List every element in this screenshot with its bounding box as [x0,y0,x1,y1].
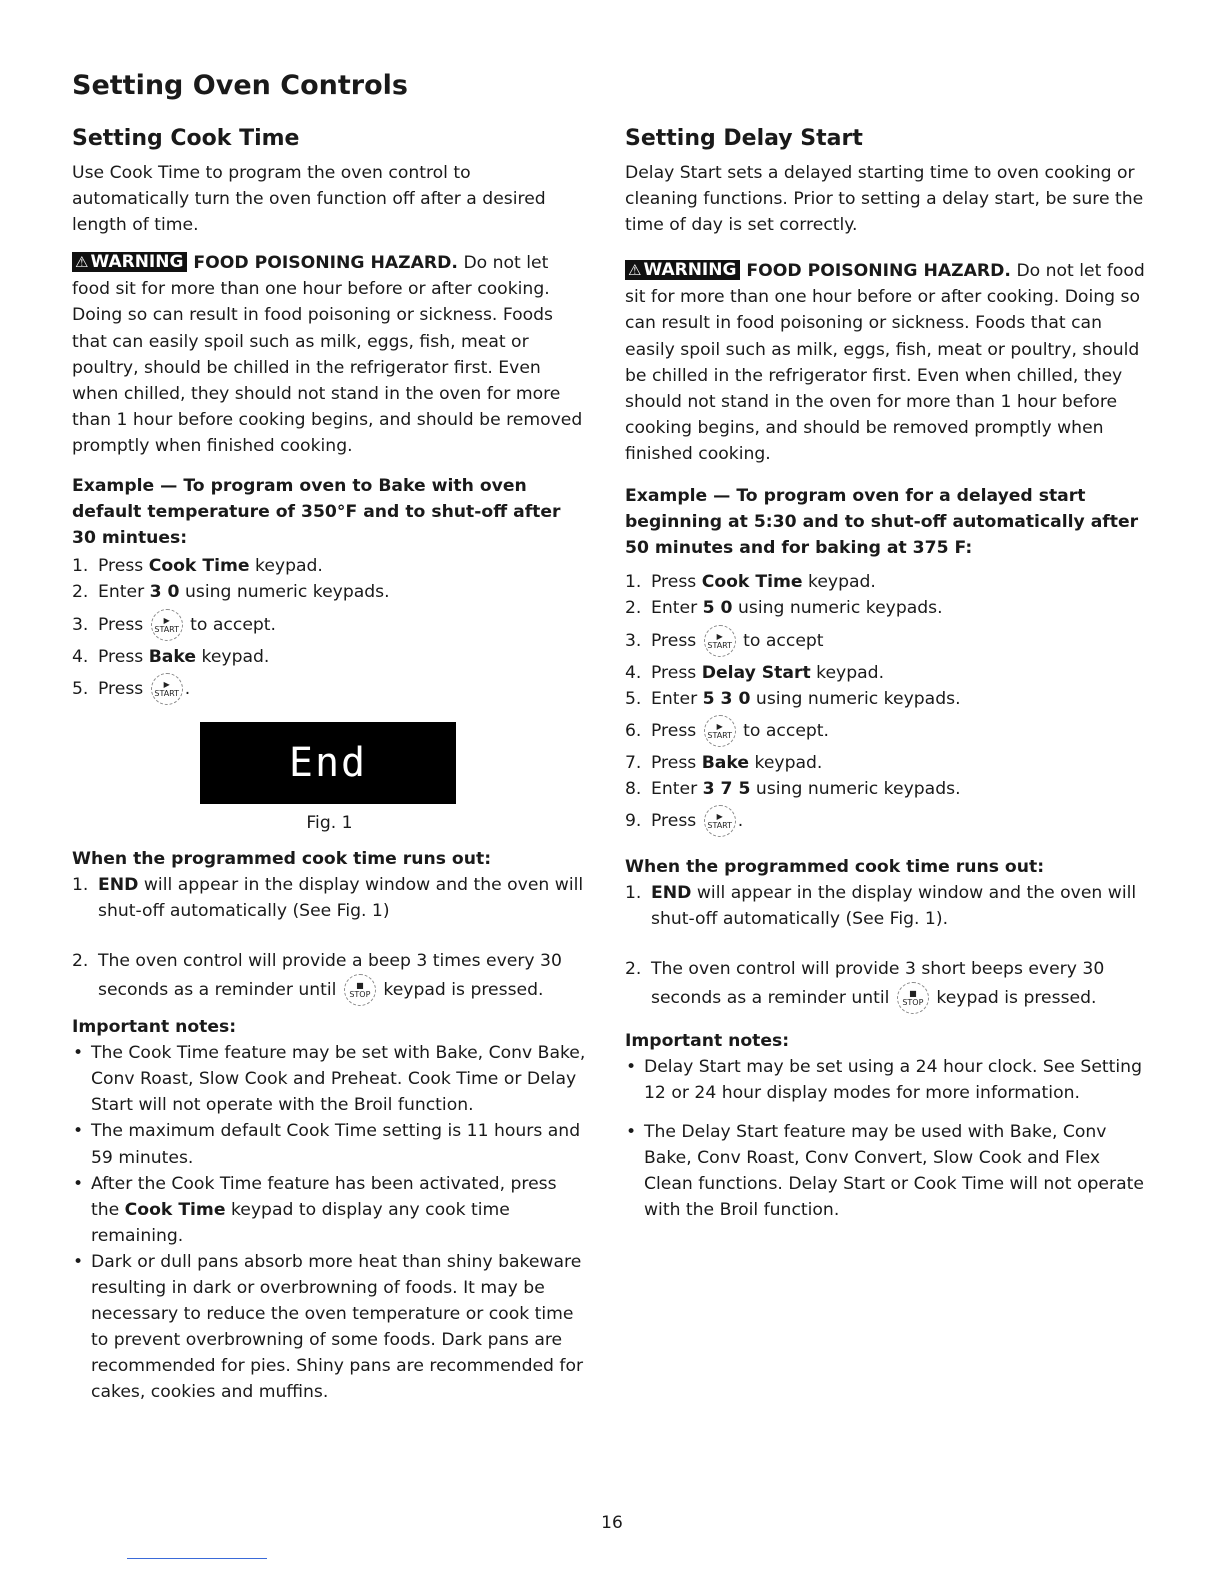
step-item: 4. Press Bake keypad. [72,646,270,667]
step-item: 9. Press ▶ START . [625,802,1145,840]
display-readout: End [288,739,368,786]
footer-link-underline [127,1558,267,1559]
list-item: • The Cook Time feature may be set with Bake, Conv Bake, Conv Roast, Slow Cook and Preheat. Cook Time or Delay Start will not operate with the Broil function. [73,1043,586,1116]
warning-text: Do not let food sit for more than one hour before or after cooking. Doing so can result in food poisoning or sickness. Foods that can easily spoil such as milk, eggs, fish, meat or poultry, should be chilled in the refrigerator first. Even when chilled, they should not stand in the oven for more than 1 hour before cooking begins, and should be removed promptly when finished cooking. [625,261,1145,464]
start-key-icon: ▶ START [704,715,736,747]
delay-start-section [625,124,1145,1223]
runs-out-list [72,872,587,1006]
list-item: • The maximum default Cook Time setting is 11 hours and 59 minutes. [73,1121,581,1168]
step-item: 8. Enter 3 7 5 using numeric keypads. [625,778,961,799]
list-item: 1. END will appear in the display window and the oven will shut-off automatically (See Fig. 1). [625,882,1137,930]
warning-triangle-icon: ⚠ [75,253,89,272]
step-item: 3. Press ▶ START to accept. [72,606,587,644]
list-item: • Dark or dull pans absorb more heat than shiny bakeware resulting in dark or overbrowning of foods. It may be necessary to reduce the oven temperature or cook time to prevent overbrowning of some foods. Dark pans are recommended for pies. Shiny pans are recommended for cakes, cookies and muffins. [73,1251,584,1403]
list-item: 2. The oven control will provide a beep 3 times every 30 seconds as a reminder until ■ STOP keypad is pressed. [72,948,587,1006]
warning-block [625,258,1145,467]
list-item: • The Delay Start feature may be used with Bake, Conv Bake, Conv Roast, Conv Convert, Slow Cook and Flex Clean functions. Delay Start or Cook Time will not operate with the Broil function. [626,1121,1144,1220]
notes-list [72,1040,587,1405]
warning-badge: ⚠ WARNING [72,252,187,272]
step-item: 6. Press ▶ START to accept. [625,712,1145,750]
cook-time-intro: Use Cook Time to program the oven control to automatically turn the oven function off after a desired length of time. [72,163,546,236]
warning-text: Do not let food sit for more than one hour before or after cooking. Doing so can result in food poisoning or sickness. Foods that can easily spoil such as milk, eggs, fish, meat or poultry, should be chilled in the refrigerator first. Even when chilled, they should not stand in the oven for more than 1 hour before cooking begins, and should be removed promptly when finished cooking. [72,253,583,456]
cook-time-heading: Setting Cook Time [72,126,300,151]
start-key-icon: ▶ START [704,805,736,837]
notes-heading: Important notes: [72,1017,237,1038]
step-item: 2. Enter 5 0 using numeric keypads. [625,598,943,619]
oven-display-figure [200,722,456,804]
figure-caption: Fig. 1 [306,812,353,833]
page-number: 16 [601,1513,623,1533]
start-key-icon: ▶ START [704,625,736,657]
page-title: Setting Oven Controls [72,70,408,101]
start-key-icon: ▶ START [151,609,183,641]
runs-out-list [625,880,1145,1014]
list-item: • After the Cook Time feature has been activated, press the Cook Time keypad to display any cook time remaining. [73,1173,557,1246]
step-item: 4. Press Delay Start keypad. [625,662,885,683]
list-item: 1. END will appear in the display window and the oven will shut-off automatically (See Fig. 1) [72,874,584,921]
delay-start-heading: Setting Delay Start [625,126,863,151]
example-heading: Example — To program oven for a delayed start beginning at 5:30 and to shut-off automatically after 50 minutes and for baking at 375 F: [625,486,1139,559]
notes-list [625,1054,1145,1223]
step-item: 1. Press Cook Time keypad. [72,556,323,577]
notes-heading: Important notes: [625,1031,790,1052]
runs-out-heading: When the programmed cook time runs out: [72,848,492,869]
start-key-icon: ▶ START [151,673,183,705]
cook-time-section [72,124,587,1405]
warning-triangle-icon: ⚠ [628,261,642,280]
step-item: 1. Press Cook Time keypad. [625,572,876,593]
step-item: 7. Press Bake keypad. [625,752,823,773]
stop-key-icon: ■ STOP [344,974,376,1006]
step-item: 5. Enter 5 3 0 using numeric keypads. [625,688,961,709]
example-heading: Example — To program oven to Bake with oven default temperature of 350°F and to shut-off after 30 mintues: [72,476,561,549]
delay-start-steps [625,569,1145,840]
delay-start-intro: Delay Start sets a delayed starting time to oven cooking or cleaning functions. Prior to setting a delay start, be sure the time of day is set correctly. [625,163,1144,236]
step-item: 3. Press ▶ START to accept [625,622,1145,660]
warning-block [72,250,587,459]
runs-out-heading: When the programmed cook time runs out: [625,856,1045,877]
warning-badge: ⚠ WARNING [625,260,740,280]
stop-key-icon: ■ STOP [897,982,929,1014]
list-item: • Delay Start may be set using a 24 hour clock. See Setting 12 or 24 hour display modes for more information. [626,1057,1142,1104]
step-item: 5. Press ▶ START . [72,670,587,708]
cook-time-steps [72,553,587,707]
list-item: 2. The oven control will provide 3 short beeps every 30 seconds as a reminder until ■ STOP keypad is pressed. [625,956,1145,1014]
step-item: 2. Enter 3 0 using numeric keypads. [72,582,390,603]
hazard-title: FOOD POISONING HAZARD. [193,253,458,274]
hazard-title: FOOD POISONING HAZARD. [746,261,1011,282]
